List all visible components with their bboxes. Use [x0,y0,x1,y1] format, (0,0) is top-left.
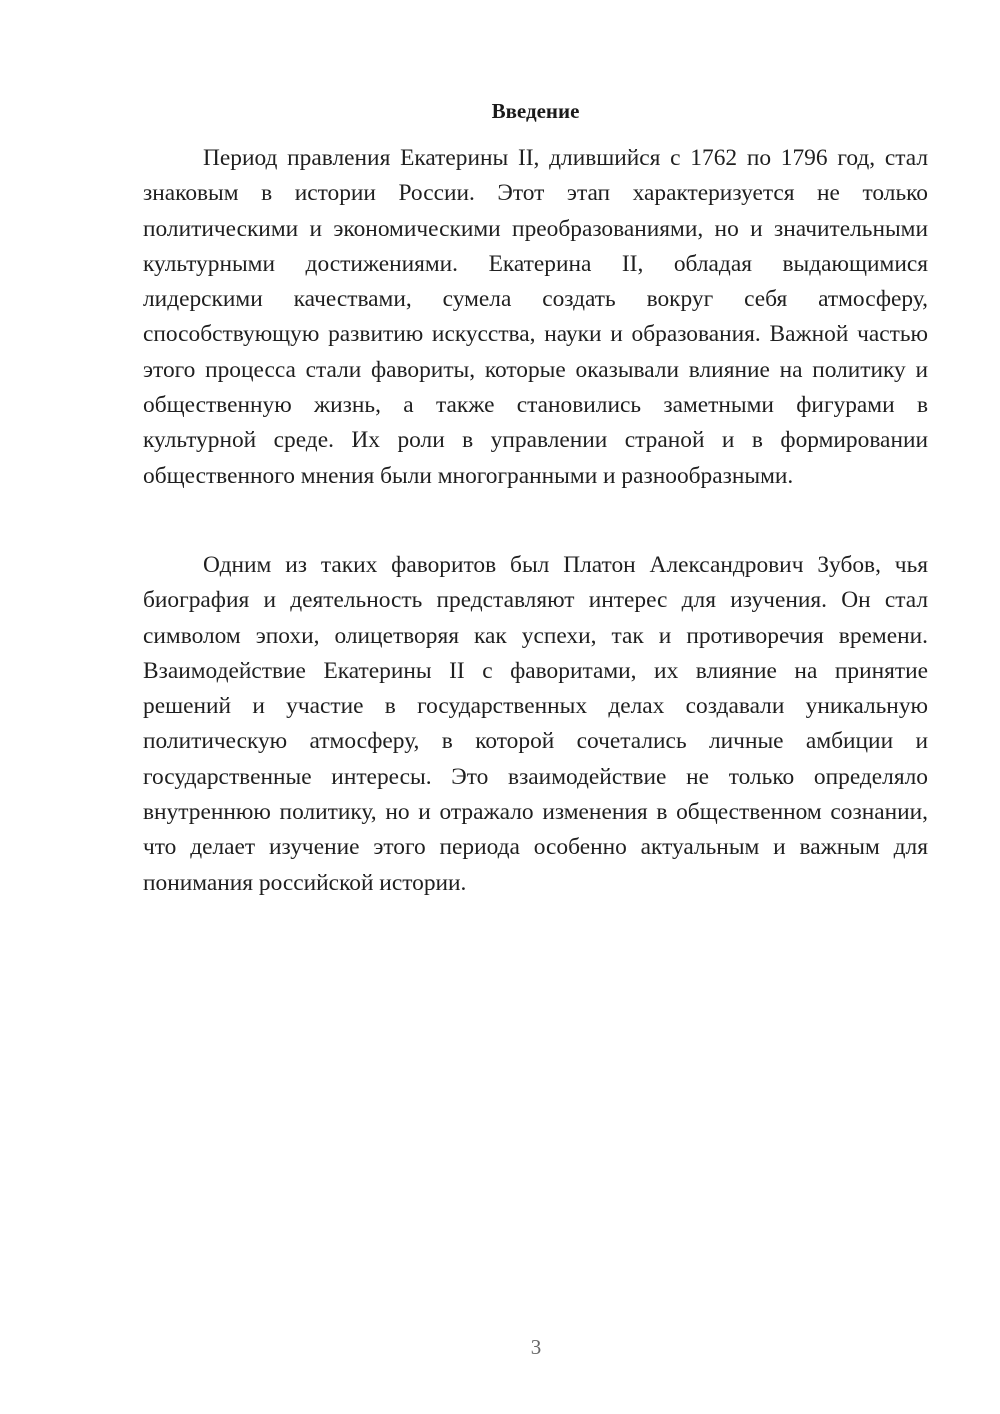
paragraph-zubov: Одним из таких фаворитов был Платон Александрович Зубов, чья биография и деятельность представляют интерес для изучения. Он стал символом эпохи, олицетворяя как успехи, так и противоречия времени. Взаимодействие Екатерины II с фаворитами, их влияние на принятие решений и участие в государственных делах создавали уникальную политическую атмосферу, в которой сочетались личные амбиции и государственные интересы. Это взаимодействие не только определяло внутреннюю политику, но и отражало изменения в общественном сознании, что делает изучение этого периода особенно актуальным и важным для понимания российской истории. [143,552,928,896]
paragraph-intro: Период правления Екатерины II, длившийся с 1762 по 1796 год, стал знаковым в истории России. Этот этап характеризуется не только политическими и экономическими преобразованиями, но и значительными культурными достижениями. Екатерина II, обладая выдающимися лидерскими качествами, сумела создать вокруг себя атмосферу, способствующую развитию искусства, науки и образования. Важной частью этого процесса стали фавориты, которые оказывали влияние на политику и общественную жизнь, а также становились заметными фигурами в культурной среде. Их роли в управлении страной и в формировании общественного мнения были многогранными и разнообразными. [143,145,928,489]
page-title: Введение [491,99,580,123]
page-number: 3 [530,1335,542,1359]
